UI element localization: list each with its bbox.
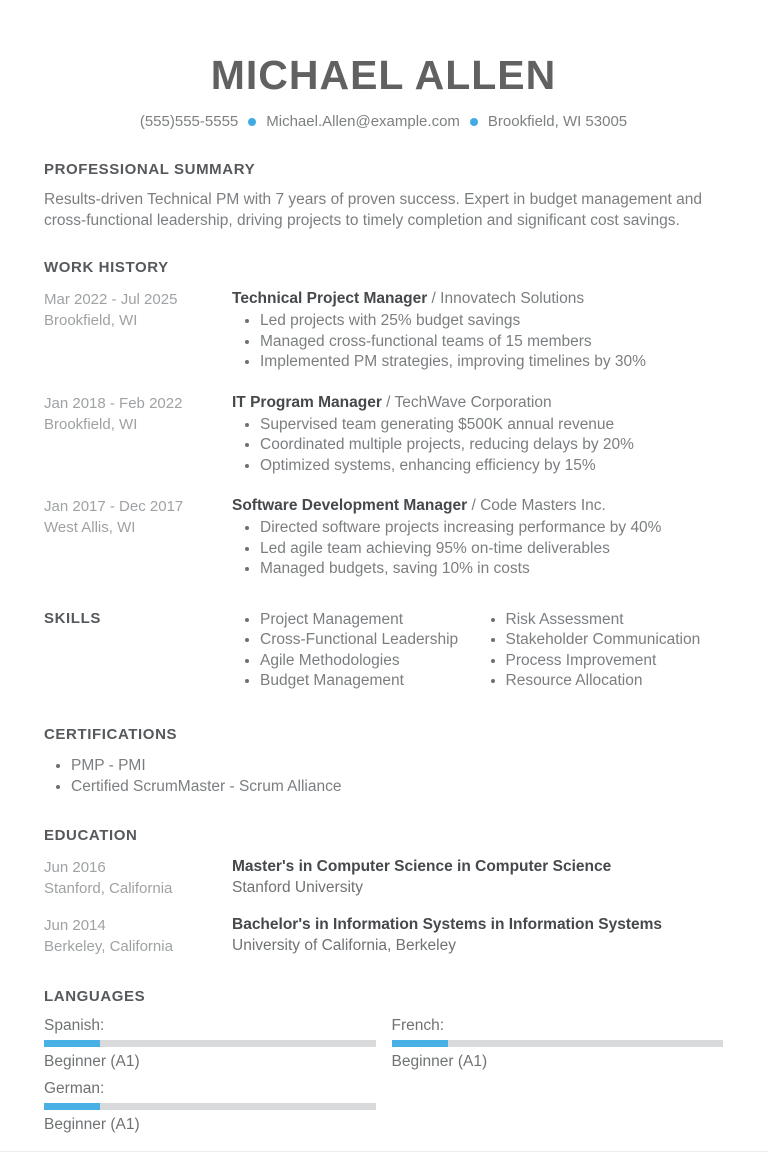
skills-column-1 <box>232 610 478 692</box>
job-location: Brookfield, WI <box>44 312 138 329</box>
job-bullet-list <box>232 518 723 580</box>
job-bullet: • Directed software projects increasing performance by 40% <box>260 518 723 539</box>
language-label: German: <box>44 1079 105 1097</box>
job-dates-location <box>44 393 232 477</box>
job-bullet: • Coordinated multiple projects, reducing delays by 20% <box>260 435 723 456</box>
job-entry <box>44 289 723 373</box>
separator-dot-icon <box>470 118 478 126</box>
job-dates-location <box>44 289 232 373</box>
job-dates-location <box>44 496 232 580</box>
section-heading-skills: SKILLS <box>44 609 101 627</box>
section-heading-work-history: WORK HISTORY <box>44 259 169 276</box>
job-dates: Jan 2017 - Dec 2017 <box>44 498 184 515</box>
job-bullet: • Led agile team achieving 95% on-time deliverables <box>260 539 723 560</box>
section-skills <box>44 610 723 692</box>
certification-item: • PMP - PMI <box>71 755 723 776</box>
job-dates: Jan 2018 - Feb 2022 <box>44 394 183 412</box>
job-bullet: • Managed budgets, saving 10% in costs <box>260 559 723 580</box>
summary-text: Results-driven Technical PM with 7 years of proven success. Expert in budget management and cross-functional leadership, driving projects to timely completion and significant cost savings. <box>44 191 702 229</box>
job-title-line <box>232 496 723 516</box>
section-heading-certifications: CERTIFICATIONS <box>44 725 178 743</box>
section-education <box>44 827 723 957</box>
education-school: Stanford University <box>232 878 363 896</box>
job-entry <box>44 496 723 580</box>
skill-item: • Stakeholder Communication <box>506 630 724 651</box>
education-dates-location <box>44 915 232 957</box>
language-item <box>392 1017 724 1071</box>
job-bullet-list <box>232 415 723 477</box>
contact-location: Brookfield, WI 53005 <box>487 113 628 130</box>
language-level: Beginner (A1) <box>391 1052 488 1070</box>
education-dates: Jun 2014 <box>44 916 106 934</box>
education-location: Berkeley, California <box>44 937 173 955</box>
skill-item: • Project Management <box>260 610 478 631</box>
language-level: Beginner (A1) <box>44 1115 140 1133</box>
candidate-name: MICHAEL ALLEN <box>210 52 557 98</box>
section-work-history <box>44 259 723 580</box>
languages-grid <box>44 1017 723 1134</box>
skill-item: • Agile Methodologies <box>260 651 478 672</box>
education-school: University of California, Berkeley <box>232 936 456 954</box>
education-details <box>232 915 723 957</box>
language-progress-fill <box>44 1103 100 1110</box>
contact-email: Michael.Allen@example.com <box>266 113 460 130</box>
job-bullet: • Managed cross-functional teams of 15 members <box>260 332 723 353</box>
job-dates: Mar 2022 - Jul 2025 <box>44 291 178 308</box>
education-dates-location <box>44 857 232 899</box>
contact-phone: (555)555-5555 <box>139 113 239 130</box>
language-progress-fill <box>392 1040 448 1047</box>
education-degree: Master's in Computer Science in Computer Science <box>232 857 612 875</box>
language-progress-track <box>392 1040 724 1047</box>
contact-row <box>44 113 723 130</box>
education-entry <box>44 857 723 899</box>
education-details <box>232 857 723 899</box>
section-languages <box>44 988 723 1134</box>
section-heading-education: EDUCATION <box>44 826 138 844</box>
job-title: IT Program Manager <box>232 393 382 411</box>
separator-dot-icon <box>248 118 256 126</box>
job-location: Brookfield, WI <box>44 415 138 433</box>
skill-item: • Resource Allocation <box>506 671 724 692</box>
job-separator: / <box>381 393 395 411</box>
job-company: TechWave Corporation <box>394 393 552 411</box>
language-level: Beginner (A1) <box>44 1052 140 1070</box>
job-bullet-list <box>232 311 723 373</box>
section-heading-summary: PROFESSIONAL SUMMARY <box>44 161 256 178</box>
education-degree: Bachelor's in Information Systems in Information Systems <box>232 915 663 933</box>
language-progress-fill <box>44 1040 100 1047</box>
language-progress-track <box>44 1103 376 1110</box>
job-company: Code Masters Inc. <box>480 497 606 514</box>
job-title: Technical Project Manager <box>232 290 428 307</box>
language-progress-track <box>44 1040 376 1047</box>
resume-header <box>44 0 723 130</box>
skill-item: • Process Improvement <box>506 651 724 672</box>
job-title-line <box>232 289 723 309</box>
job-bullet: • Supervised team generating $500K annual revenue <box>260 415 723 436</box>
job-separator: / <box>467 497 481 514</box>
education-dates: Jun 2016 <box>44 858 106 876</box>
education-entry <box>44 915 723 957</box>
section-professional-summary <box>44 161 723 231</box>
language-item <box>44 1080 376 1134</box>
job-title: Software Development Manager <box>232 497 468 514</box>
section-heading-languages: LANGUAGES <box>44 987 146 1005</box>
language-item <box>44 1017 376 1071</box>
job-details <box>232 393 723 477</box>
skills-column-2 <box>478 610 724 692</box>
language-label: Spanish: <box>44 1016 105 1034</box>
certification-item: • Certified ScrumMaster - Scrum Alliance <box>71 776 723 797</box>
job-bullet: • Led projects with 25% budget savings <box>260 311 723 332</box>
job-location: West Allis, WI <box>44 519 136 536</box>
certification-list <box>44 755 723 797</box>
job-company: Innovatech Solutions <box>440 290 585 307</box>
job-title-line <box>232 393 723 413</box>
job-bullet: • Implemented PM strategies, improving timelines by 30% <box>260 352 723 373</box>
skill-item: • Risk Assessment <box>506 610 724 631</box>
job-bullet: • Optimized systems, enhancing efficiency by 15% <box>260 456 723 477</box>
education-location: Stanford, California <box>44 879 173 897</box>
skill-item: • Budget Management <box>260 671 478 692</box>
job-details <box>232 289 723 373</box>
job-separator: / <box>427 290 441 307</box>
job-entry <box>44 393 723 477</box>
skills-columns <box>232 610 723 692</box>
language-label: French: <box>391 1016 445 1034</box>
skill-item: • Cross-Functional Leadership <box>260 630 478 651</box>
section-certifications <box>44 726 723 797</box>
job-details <box>232 496 723 580</box>
